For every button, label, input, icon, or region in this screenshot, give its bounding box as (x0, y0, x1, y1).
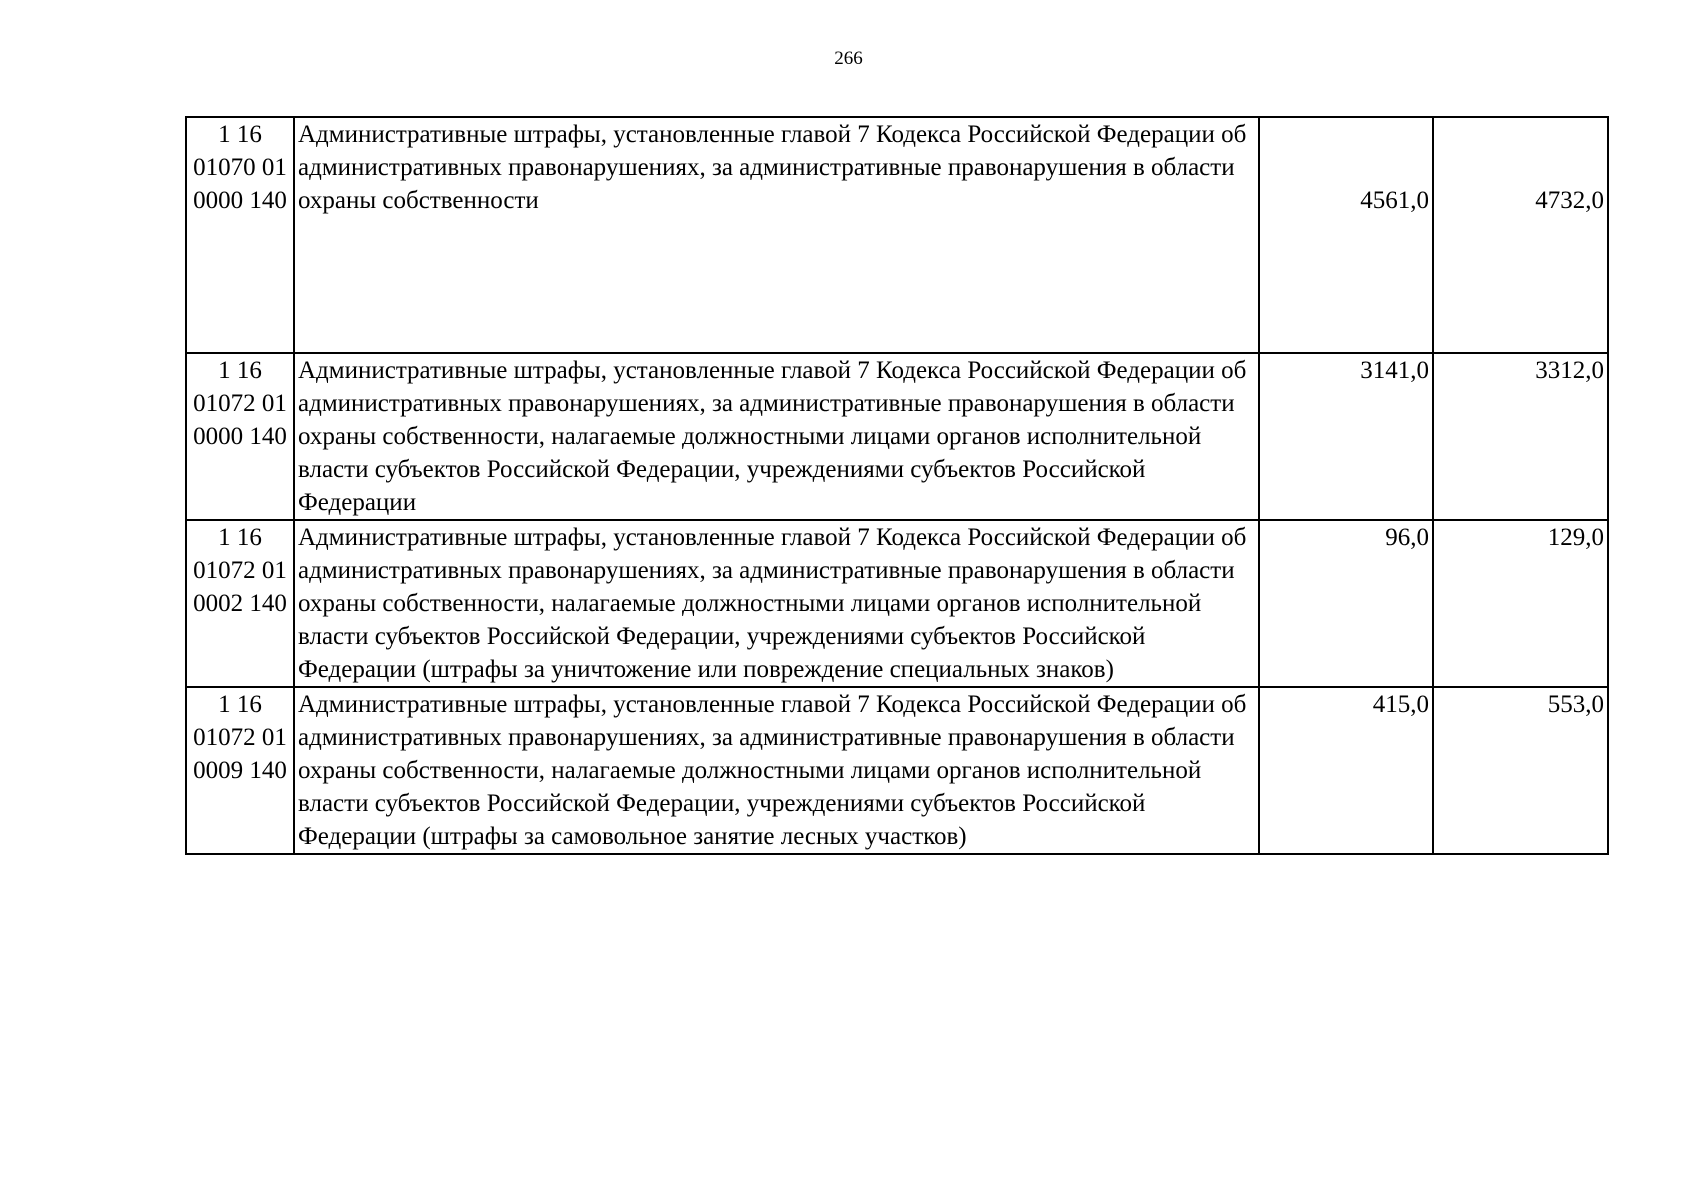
budget-code-cell: 1 16 01072 01 0002 140 (186, 520, 294, 687)
description-cell: Административные штрафы, установленные главой 7 Кодекса Российской Федерации об административных правонарушениях, за административные правонарушения в области охраны собственности, налагаемые должностными лицами органов исполнительной власти субъектов Российской Федерации, учреждениями субъектов Российской Федерации (штрафы за уничтожение или повреждение специальных знаков) (294, 520, 1259, 687)
description-cell: Административные штрафы, установленные главой 7 Кодекса Российской Федерации об административных правонарушениях, за административные правонарушения в области охраны собственности (294, 117, 1259, 353)
table-row (186, 353, 1608, 520)
budget-code-cell: 1 16 01072 01 0009 140 (186, 687, 294, 854)
value-1-cell: 3141,0 (1259, 353, 1433, 520)
value-2-cell: 129,0 (1433, 520, 1608, 687)
budget-code-cell: 1 16 01072 01 0000 140 (186, 353, 294, 520)
description-cell: Административные штрафы, установленные главой 7 Кодекса Российской Федерации об административных правонарушениях, за административные правонарушения в области охраны собственности, налагаемые должностными лицами органов исполнительной власти субъектов Российской Федерации, учреждениями субъектов Российской Федерации (294, 353, 1259, 520)
value-1-cell: 415,0 (1259, 687, 1433, 854)
table-row (186, 520, 1608, 687)
description-cell: Административные штрафы, установленные главой 7 Кодекса Российской Федерации об административных правонарушениях, за административные правонарушения в области охраны собственности, налагаемые должностными лицами органов исполнительной власти субъектов Российской Федерации, учреждениями субъектов Российской Федерации (штрафы за самовольное занятие лесных участков) (294, 687, 1259, 854)
value-1-cell: 4561,0 (1259, 117, 1433, 353)
budget-code-cell: 1 16 01070 01 0000 140 (186, 117, 294, 353)
value-2-cell: 3312,0 (1433, 353, 1608, 520)
value-1-cell: 96,0 (1259, 520, 1433, 687)
value-2-cell: 4732,0 (1433, 117, 1608, 353)
table-row (186, 117, 1608, 353)
budget-table (185, 116, 1609, 855)
page-number: 266 (834, 48, 863, 69)
value-2-cell: 553,0 (1433, 687, 1608, 854)
table-row (186, 687, 1608, 854)
